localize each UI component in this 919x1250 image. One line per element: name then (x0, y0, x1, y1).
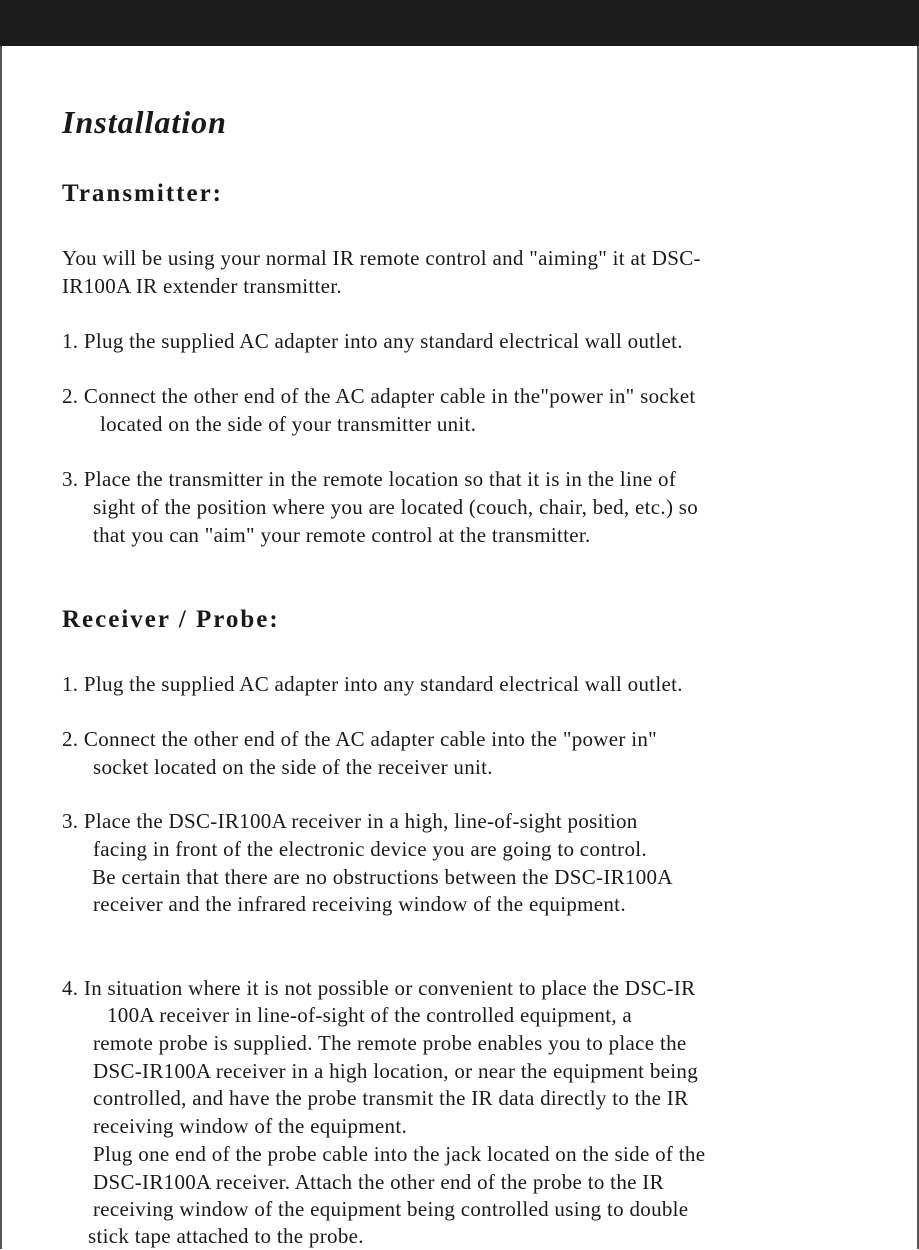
page-title: Installation (62, 104, 227, 140)
transmitter-intro-line: You will be using your normal IR remote control and "aiming" it at DSC- (62, 246, 701, 270)
receiver-step-4-line: stick tape attached to the probe. (88, 1224, 364, 1248)
receiver-step-2-line: socket located on the side of the receiver unit. (93, 755, 493, 779)
transmitter-step-3-line: 3. Place the transmitter in the remote location so that it is in the line of (62, 467, 677, 491)
receiver-step-3-line: receiver and the infrared receiving window of the equipment. (93, 892, 626, 916)
transmitter-step-3-line: that you can "aim" your remote control at the transmitter. (93, 523, 591, 547)
receiver-step-3-line: Be certain that there are no obstructions between the DSC-IR100A (92, 865, 673, 889)
receiver-step-4-line: receiving window of the equipment. (93, 1114, 408, 1138)
receiver-step-1-line: 1. Plug the supplied AC adapter into any standard electrical wall outlet. (62, 672, 683, 696)
receiver-step-4-line: remote probe is supplied. The remote probe enables you to place the (93, 1031, 687, 1055)
transmitter-step-1-line: 1. Plug the supplied AC adapter into any standard electrical wall outlet. (62, 329, 683, 353)
receiver-step-3-line: facing in front of the electronic device you are going to control. (93, 837, 647, 861)
receiver-step-4-line: DSC-IR100A receiver. Attach the other end of the probe to the IR (93, 1170, 664, 1194)
receiver-step-3-line: 3. Place the DSC-IR100A receiver in a high, line-of-sight position (62, 809, 638, 833)
receiver-step-2-line: 2. Connect the other end of the AC adapter cable into the "power in" (62, 727, 658, 751)
transmitter-step-3-line: sight of the position where you are located (couch, chair, bed, etc.) so (93, 495, 699, 519)
receiver-step-4-line: 4. In situation where it is not possible or convenient to place the DSC-IR (62, 976, 696, 1000)
receiver-step-4-line: controlled, and have the probe transmit the IR data directly to the IR (93, 1086, 689, 1110)
transmitter-step-2-line: located on the side of your transmitter unit. (100, 412, 477, 436)
top-header-bar (0, 0, 919, 46)
receiver-step-4-line: DSC-IR100A receiver in a high location, or near the equipment being (93, 1059, 699, 1083)
page-border-left (0, 46, 2, 1249)
receiver-step-4-line: Plug one end of the probe cable into the jack located on the side of the (93, 1142, 706, 1166)
receiver-step-4-line: receiving window of the equipment being controlled using to double (93, 1197, 689, 1221)
receiver-heading: Receiver / Probe: (62, 606, 280, 633)
transmitter-heading: Transmitter: (62, 180, 223, 207)
transmitter-intro-line: IR100A IR extender transmitter. (62, 274, 342, 298)
transmitter-step-2-line: 2. Connect the other end of the AC adapter cable in the"power in" socket (62, 384, 696, 408)
receiver-step-4-line: 100A receiver in line-of-sight of the controlled equipment, a (107, 1003, 633, 1027)
